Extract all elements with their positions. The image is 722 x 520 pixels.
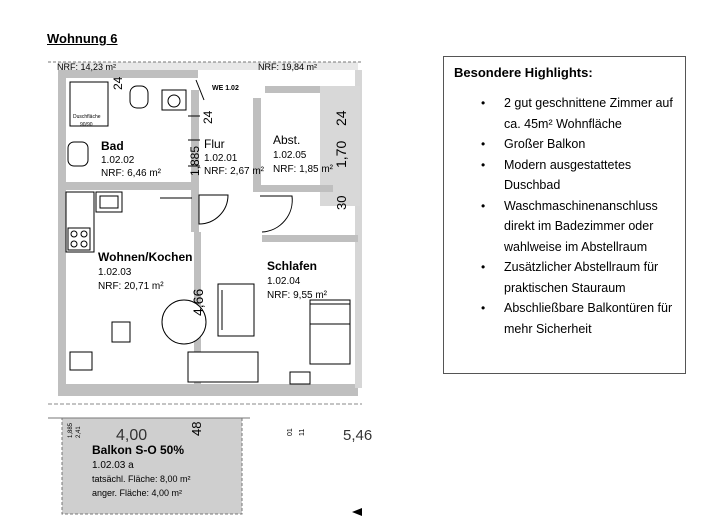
balkon-credited-area: anger. Fläche: 4,00 m² [92,488,183,498]
floor-plan [40,52,373,520]
dim-label: 01 [287,428,294,436]
dim-label: 24 [333,110,349,126]
dim-label: 30 [334,195,349,210]
door-swing [260,196,292,232]
door-swing [199,195,228,224]
dim-label: 5,46 [343,427,373,444]
dim-label: 4,00 [116,427,148,444]
dim-label: 2,41 [76,426,82,438]
room-area-flur: NRF: 2,67 m² [204,166,265,177]
room-number-flur: 1.02.01 [204,153,238,164]
highlights-title: Besondere Highlights: [454,65,593,80]
nrf-top-right: NRF: 19,84 m² [258,62,318,72]
room-name-bad: Bad [101,139,124,153]
bullet-icon: • [481,157,486,172]
dim-label: 24 [201,110,215,124]
dim-label: 1,885 [188,145,202,176]
room-area-abst: NRF: 1,85 m² [273,164,334,175]
room-name-flur: Flur [204,137,225,151]
room-number-abst: 1.02.05 [273,150,307,161]
room-number-balkon: 1.02.03 a [92,460,134,471]
room-area-bad: NRF: 6,46 m² [101,168,162,179]
bullet-icon: • [481,198,486,213]
room-area-schlafen: NRF: 9,55 m² [267,290,328,301]
wall-bad-wohnen [58,182,198,190]
list-item: • Waschmaschinenanschluss direkt im Badezimmer oder wahlweise im Abstellraum [504,196,682,258]
shower-size: 90/90 [80,122,93,128]
room-name-schlafen: Schlafen [267,259,318,273]
bullet-icon: • [481,137,486,151]
list-item: • Zusätzlicher Abstellraum für praktischen Stauraum [504,257,682,298]
list-item: • Modern ausgestattetes Duschbad [504,155,682,196]
highlights-list [444,93,682,339]
room-name-wohnen: Wohnen/Kochen [98,250,193,264]
wall-schlafen-top [262,235,358,242]
room-number-schlafen: 1.02.04 [267,276,301,287]
nrf-top-left: NRF: 14,23 m² [57,62,117,72]
wall-left [58,70,66,388]
sink-icon [68,142,88,166]
dim-label: 11 [299,428,306,436]
wall-bottom [58,384,358,396]
toilet-icon [130,86,148,108]
room-area-wohnen: NRF: 20,71 m² [98,281,164,292]
stove-icon [68,228,90,250]
list-item: • Abschließbare Balkontüren für mehr Sicherheit [504,298,682,339]
bullet-icon: • [481,301,486,315]
dim-label: 4,66 [190,288,206,316]
bullet-icon: • [481,260,486,274]
dim-label: 24 [111,76,125,90]
room-number-bad: 1.02.02 [101,155,135,166]
shower-label: Duschfläche [73,114,101,120]
room-number-wohnen: 1.02.03 [98,267,132,278]
list-item: • 2 gut geschnittene Zimmer auf ca. 45m² Wohnfläche [504,93,682,134]
room-name-balkon: Balkon S-O 50% [92,443,185,457]
balkon-actual-area: tatsächl. Fläche: 8,00 m² [92,474,191,484]
dim-label: 1,70 [333,140,349,168]
sofa [218,284,254,336]
unit-label: WE 1.02 [212,85,239,92]
balcony-area [62,418,242,514]
wall-abst-bottom [253,185,333,192]
apartment-title: Wohnung 6 [47,31,118,46]
highlights-box [443,56,686,374]
bullet-icon: • [481,96,486,110]
dim-label: 1,885 [68,422,74,438]
dim-label: 48 [189,421,204,436]
list-item: • Großer Balkon [504,134,682,155]
room-name-abst: Abst. [273,133,301,147]
